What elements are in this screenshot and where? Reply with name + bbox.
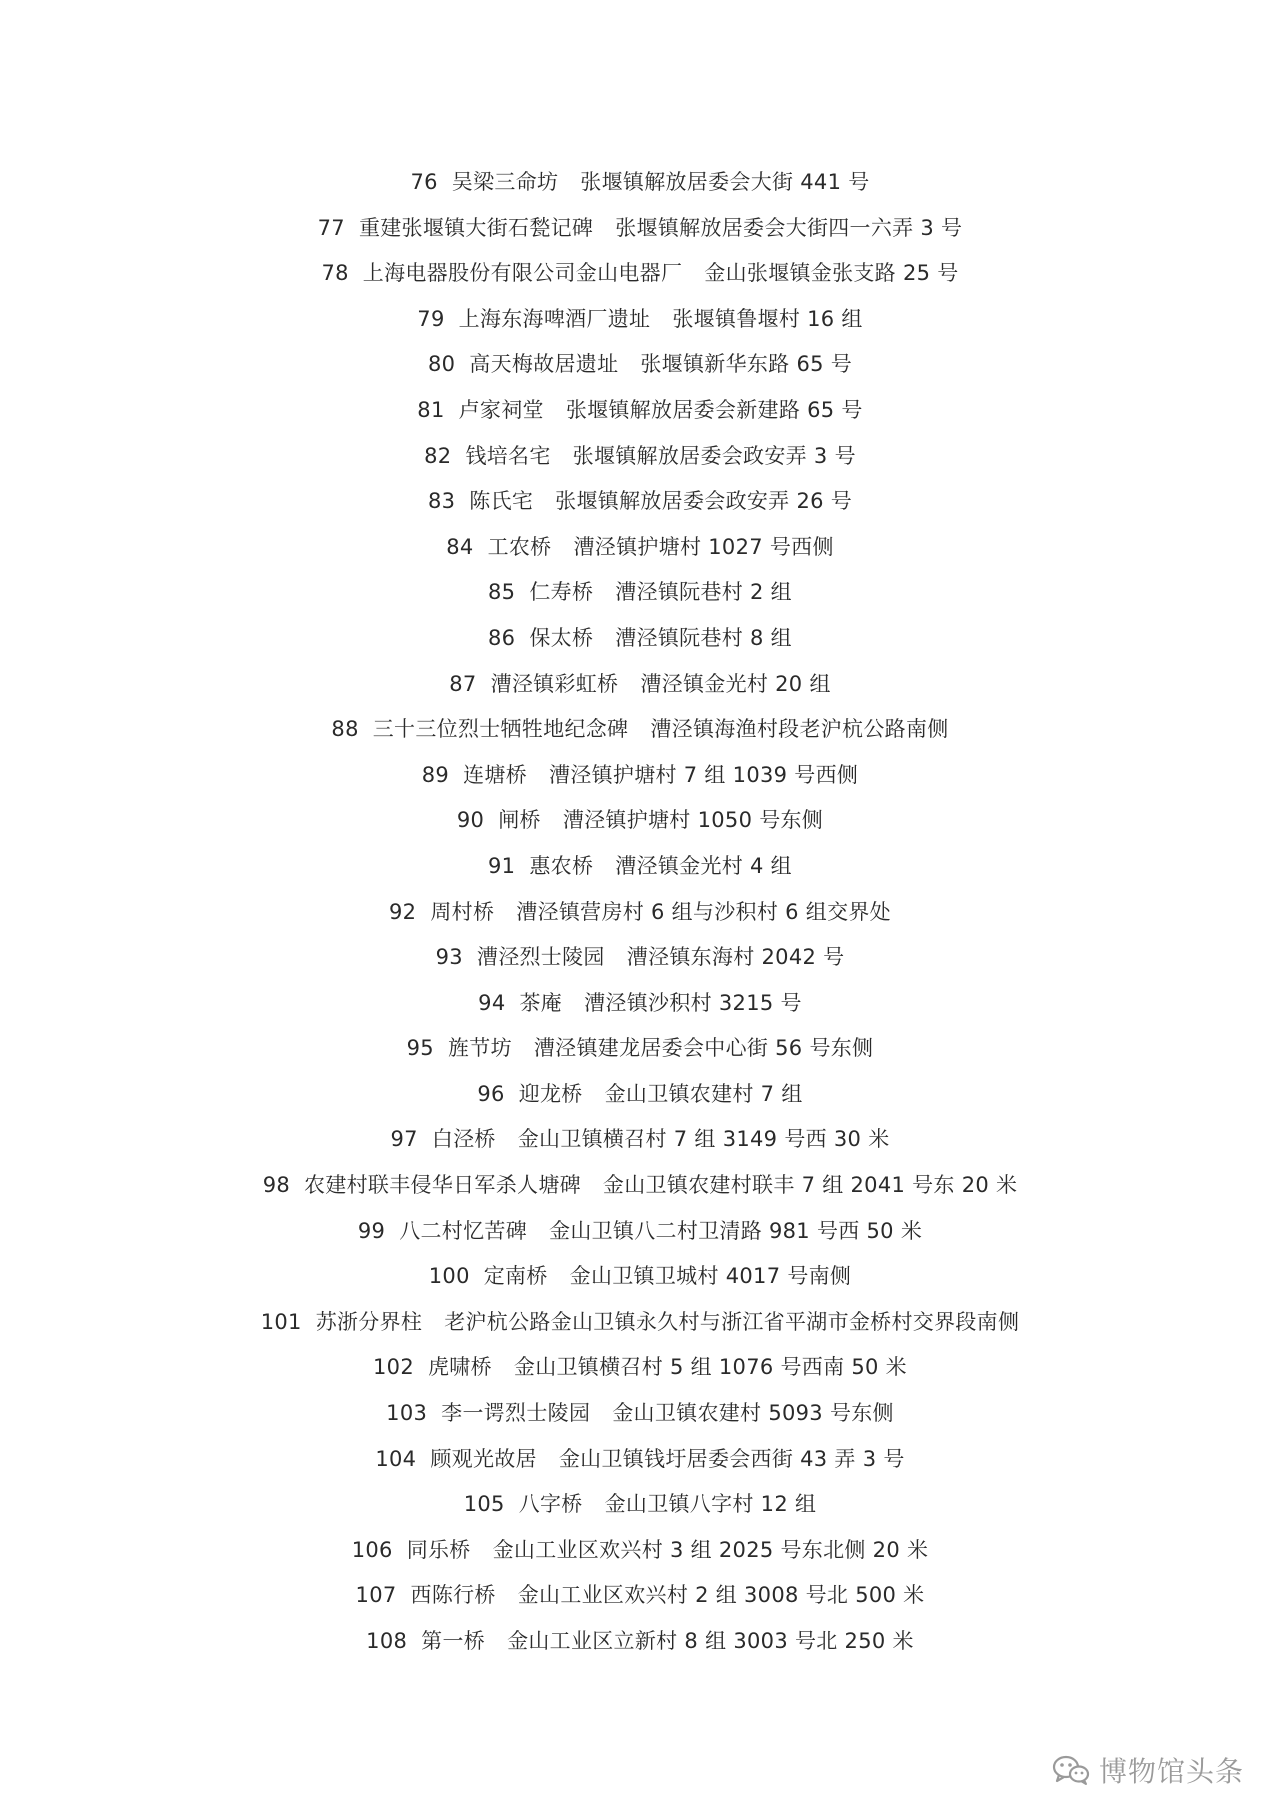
entry-number: 106	[351, 1537, 393, 1562]
entry-address: 张堰镇新华东路 65 号	[640, 352, 853, 377]
entry-address: 金山工业区欢兴村 3 组 2025 号东北侧 20 米	[492, 1537, 929, 1562]
list-item	[0, 206, 1280, 252]
entry-name: 重建张堰镇大街石甃记碑	[358, 215, 594, 240]
entry-address: 漕泾镇阮巷村 2 组	[615, 580, 792, 605]
entry-name: 迎龙桥	[518, 1081, 583, 1106]
entry-address: 金山张堰镇金张支路 25 号	[704, 261, 959, 286]
list-item	[0, 890, 1280, 936]
entry-name: 工农桥	[487, 534, 552, 559]
entry-name: 定南桥	[483, 1264, 548, 1289]
entry-number: 85	[488, 580, 516, 605]
entry-name: 漕泾烈士陵园	[476, 945, 605, 970]
list-item	[0, 1437, 1280, 1483]
entry-name: 西陈行桥	[410, 1583, 496, 1608]
list-item	[0, 753, 1280, 799]
entry-address: 漕泾镇营房村 6 组与沙积村 6 组交界处	[516, 899, 891, 924]
list-item	[0, 342, 1280, 388]
entry-address: 张堰镇解放居委会新建路 65 号	[565, 397, 863, 422]
entry-name: 上海东海啤酒厂遗址	[458, 306, 651, 331]
entry-address: 漕泾镇海渔村段老沪杭公路南侧	[650, 717, 949, 742]
entry-address: 漕泾镇金光村 20 组	[640, 671, 831, 696]
entry-number: 97	[390, 1127, 418, 1152]
entry-name: 虎啸桥	[428, 1355, 492, 1380]
entry-name: 高天梅故居遗址	[469, 352, 619, 377]
list-item	[0, 1254, 1280, 1300]
list-item	[0, 981, 1280, 1027]
list-item	[0, 525, 1280, 571]
entry-number: 91	[488, 853, 516, 878]
entry-address: 漕泾镇东海村 2042 号	[626, 945, 845, 970]
entry-number: 100	[428, 1264, 470, 1289]
entry-address: 金山工业区欢兴村 2 组 3008 号北 500 米	[517, 1583, 925, 1608]
list-item	[0, 1482, 1280, 1528]
entry-address: 老沪杭公路金山卫镇永久村与浙江省平湖市金桥村交界段南侧	[444, 1309, 1020, 1334]
entry-number: 92	[389, 899, 417, 924]
entry-name: 白泾桥	[431, 1127, 496, 1152]
entry-name: 闸桥	[498, 808, 541, 833]
entry-number: 79	[417, 306, 445, 331]
entry-name: 八字桥	[518, 1492, 583, 1517]
entry-number: 96	[477, 1081, 505, 1106]
entry-number: 90	[456, 808, 485, 833]
entry-number: 104	[375, 1446, 417, 1471]
entry-number: 101	[260, 1309, 302, 1334]
list-item	[0, 388, 1280, 434]
entry-address: 金山卫镇农建村 7 组	[604, 1081, 803, 1106]
entry-name: 上海电器股份有限公司金山电器厂	[362, 261, 683, 286]
entry-number: 99	[357, 1218, 386, 1243]
entry-number: 105	[463, 1492, 505, 1517]
list-item	[0, 1528, 1280, 1574]
entry-name: 农建村联丰侵华日军杀人塘碑	[304, 1173, 581, 1198]
entry-number: 107	[355, 1583, 397, 1608]
list-item	[0, 1026, 1280, 1072]
list-item	[0, 1345, 1280, 1391]
entry-number: 87	[449, 671, 477, 696]
list-item	[0, 1573, 1280, 1619]
entry-address: 漕泾镇护塘村 1050 号东侧	[562, 808, 824, 833]
entry-number: 88	[331, 717, 359, 742]
list-item	[0, 570, 1280, 616]
list-item	[0, 1163, 1280, 1209]
entry-number: 80	[427, 352, 456, 377]
entry-name: 顾观光故居	[430, 1446, 537, 1471]
entry-number: 103	[386, 1401, 428, 1426]
entry-number: 94	[478, 990, 506, 1015]
list-item	[0, 1072, 1280, 1118]
entry-address: 金山卫镇横召村 5 组 1076 号西南 50 米	[513, 1355, 907, 1380]
entry-address: 金山卫镇横召村 7 组 3149 号西 30 米	[517, 1127, 890, 1152]
entry-address: 金山卫镇八二村卫清路 981 号西 50 米	[549, 1218, 923, 1243]
list-item	[0, 616, 1280, 662]
watermark-text: 博物馆头条	[1098, 1755, 1244, 1788]
entry-number: 102	[373, 1355, 414, 1380]
entry-address: 张堰镇解放居委会大街四一六弄 3 号	[615, 215, 963, 240]
entry-address: 漕泾镇护塘村 7 组 1039 号西侧	[549, 762, 859, 787]
entry-name: 漕泾镇彩虹桥	[490, 671, 619, 696]
entry-address: 金山卫镇农建村 5093 号东侧	[612, 1401, 894, 1426]
entry-name: 旌节坊	[447, 1036, 512, 1061]
list-item	[0, 251, 1280, 297]
entry-number: 84	[446, 534, 474, 559]
list-item	[0, 297, 1280, 343]
entry-address: 张堰镇解放居委会政安弄 3 号	[572, 443, 856, 468]
entry-address: 金山卫镇八字村 12 组	[604, 1492, 817, 1517]
list-item	[0, 1117, 1280, 1163]
entry-number: 81	[417, 397, 445, 422]
list-item	[0, 1300, 1280, 1346]
entry-address: 金山卫镇钱圩居委会西街 43 弄 3 号	[558, 1446, 905, 1471]
entry-address: 漕泾镇护塘村 1027 号西侧	[573, 534, 834, 559]
entry-name: 三十三位烈士牺牲地纪念碑	[372, 717, 629, 742]
entry-name: 李一谔烈士陵园	[441, 1401, 591, 1426]
entry-address: 漕泾镇沙积村 3215 号	[584, 990, 802, 1015]
entry-name: 八二村忆苦碑	[399, 1218, 528, 1243]
list-item	[0, 434, 1280, 480]
entry-name: 卢家祠堂	[458, 397, 544, 422]
heritage-list	[0, 160, 1280, 1665]
list-item	[0, 662, 1280, 708]
entry-address: 漕泾镇阮巷村 8 组	[615, 625, 792, 650]
entry-address: 漕泾镇建龙居委会中心街 56 号东侧	[533, 1036, 874, 1061]
entry-address: 张堰镇解放居委会大街 441 号	[580, 170, 870, 194]
entry-number: 95	[406, 1036, 434, 1061]
entry-address: 金山工业区立新村 8 组 3003 号北 250 米	[507, 1629, 914, 1653]
entry-number: 83	[427, 489, 456, 514]
entry-name: 同乐桥	[406, 1537, 471, 1562]
entry-number: 98	[262, 1173, 291, 1198]
entry-number: 78	[321, 261, 349, 286]
entry-address: 金山卫镇卫城村 4017 号南侧	[569, 1264, 852, 1289]
entry-number: 108	[366, 1629, 408, 1653]
list-item	[0, 1391, 1280, 1437]
list-item	[0, 798, 1280, 844]
list-item	[0, 160, 1280, 206]
entry-name: 周村桥	[430, 899, 495, 924]
entry-name: 惠农桥	[529, 853, 594, 878]
entry-number: 82	[424, 443, 452, 468]
entry-number: 89	[421, 762, 450, 787]
entry-number: 86	[488, 625, 516, 650]
watermark	[1051, 1745, 1244, 1795]
entry-number: 93	[435, 945, 463, 970]
entry-name: 第一桥	[421, 1629, 486, 1653]
entry-address: 金山卫镇农建村联丰 7 组 2041 号东 20 米	[602, 1173, 1018, 1198]
entry-name: 苏浙分界柱	[315, 1309, 423, 1334]
entry-number: 77	[317, 215, 345, 240]
entry-address: 张堰镇解放居委会政安弄 26 号	[555, 489, 853, 514]
entry-name: 保太桥	[529, 625, 594, 650]
entry-name: 茶庵	[519, 990, 563, 1015]
entry-name: 连塘桥	[463, 762, 527, 787]
entry-name: 仁寿桥	[529, 580, 594, 605]
list-item	[0, 1209, 1280, 1255]
entry-address: 漕泾镇金光村 4 组	[615, 853, 792, 878]
entry-name: 吴梁三命坊	[451, 170, 559, 194]
list-item	[0, 1619, 1280, 1665]
entry-name: 钱培名宅	[465, 443, 551, 468]
list-item	[0, 707, 1280, 753]
entry-address: 张堰镇鲁堰村 16 组	[672, 306, 863, 331]
entry-number: 76	[410, 170, 438, 194]
entry-name: 陈氏宅	[469, 489, 534, 514]
list-item	[0, 479, 1280, 525]
list-item	[0, 844, 1280, 890]
list-item	[0, 935, 1280, 981]
wechat-icon	[1051, 1753, 1091, 1787]
